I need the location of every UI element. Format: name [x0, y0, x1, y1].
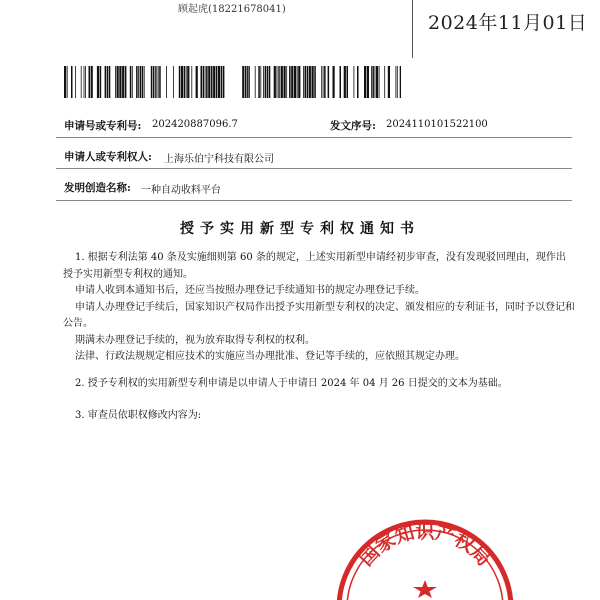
barcode-bar	[211, 66, 213, 98]
barcode-bar	[281, 66, 283, 98]
applicant-label: 申请人或专利权人:	[64, 151, 152, 163]
barcode-bar	[122, 66, 124, 98]
barcode-bar	[140, 66, 142, 98]
application-number-label: 申请号或专利号:	[64, 120, 142, 132]
doc-serial-value: 2024110101522100	[386, 119, 488, 130]
barcode-bar	[328, 66, 330, 98]
barcode-bar	[191, 66, 192, 98]
barcode-bar	[173, 66, 174, 98]
barcode-bar	[289, 66, 291, 98]
barcode-bar	[201, 66, 203, 98]
barcode-bar	[206, 66, 208, 98]
barcode-bar	[357, 66, 359, 98]
barcode-bar	[379, 66, 380, 98]
barcode-left	[64, 66, 226, 98]
barcode-bar	[109, 66, 111, 98]
barcode-bar	[184, 66, 186, 98]
barcode-bar	[218, 66, 220, 98]
barcode-bar	[91, 66, 93, 98]
paragraph-1a: 申请人收到本通知书后，还应当按照办理登记手续通知书的规定办理登记手续。	[75, 285, 425, 296]
barcode-bar	[216, 66, 218, 98]
barcode-bar	[372, 66, 374, 98]
barcode-bar	[221, 66, 223, 98]
barcode-bar	[119, 66, 121, 98]
paragraph-1d: 法律、行政法规规定相应技术的实施应当办理批准、登记等手续的，应依照其规定办理。	[75, 351, 465, 362]
paragraph-3: 3. 审查员依职权修改内容为:	[75, 410, 202, 421]
barcode-bar	[136, 66, 138, 98]
barcode-right	[238, 66, 401, 98]
body-section-1	[63, 250, 575, 366]
barcode-bar	[297, 66, 298, 98]
barcode-bar	[84, 66, 85, 98]
barcode-bar	[156, 66, 157, 98]
paragraph-1: 1. 根据专利法第 40 条及实施细则第 60 条的规定，上述实用新型申请经初步审查，没有发现驳回理由，现作出授予实用新型专利权的通知。	[63, 252, 566, 280]
application-number-value: 202420887096.7	[152, 119, 238, 130]
barcode-bar	[130, 66, 132, 98]
barcode-bar	[321, 66, 322, 98]
barcode-bar	[309, 66, 311, 98]
barcode-bar	[371, 66, 372, 98]
barcode-bar	[265, 66, 267, 98]
barcode-bar	[278, 66, 279, 98]
barcode-bar	[75, 66, 76, 98]
divider-line	[56, 137, 572, 138]
barcode-bar	[303, 66, 304, 98]
barcode-bar	[344, 66, 346, 98]
barcode-bar	[155, 66, 156, 98]
barcode-bar	[263, 66, 264, 98]
barcode-bar	[67, 66, 68, 98]
barcode-bar	[85, 66, 86, 98]
barcode-bar	[187, 66, 189, 98]
barcode-bar	[186, 66, 187, 98]
barcode-bar	[255, 66, 256, 98]
barcode-bar	[107, 66, 109, 98]
barcode-bar	[100, 66, 102, 98]
barcode-bar	[138, 66, 139, 98]
invention-name-label: 发明创造名称:	[64, 182, 131, 194]
barcode-bar	[153, 66, 155, 98]
barcode-bar	[298, 66, 300, 98]
barcode-bar	[249, 66, 250, 98]
barcode-bar	[247, 66, 249, 98]
barcode-bar	[142, 66, 144, 98]
barcode-bar	[347, 66, 349, 98]
barcode-bar	[205, 66, 206, 98]
barcode-bar	[305, 66, 307, 98]
barcode-bar	[333, 66, 335, 98]
paragraph-2: 2. 授予专利权的实用新型专利申请是以申请人于申请日 2024 年 04 月 26 日提交的文本为基础。	[75, 378, 508, 389]
barcode-bar	[307, 66, 309, 98]
barcode-bar	[267, 66, 269, 98]
seal-star-icon	[413, 580, 437, 598]
barcode-bar	[260, 66, 261, 98]
barcode-bar	[179, 66, 181, 98]
barcode-bar	[312, 66, 314, 98]
barcode-bar	[105, 66, 107, 98]
barcode-bar	[291, 66, 293, 98]
barcode-bar	[340, 66, 342, 98]
seal-text: 国家知识产权局	[355, 521, 495, 571]
barcode-bar	[71, 66, 73, 98]
official-seal	[335, 518, 515, 600]
barcode-bar	[364, 66, 366, 98]
barcode-bar	[396, 66, 397, 98]
barcode-bar	[277, 66, 278, 98]
barcode-bar	[208, 66, 210, 98]
barcode-bar	[323, 66, 324, 98]
divider-line	[56, 168, 572, 169]
barcode-bar	[279, 66, 280, 98]
barcode-bar	[397, 66, 398, 98]
barcode-bar	[132, 66, 133, 98]
barcode-bar	[376, 66, 378, 98]
barcode-bar	[89, 66, 91, 98]
barcode-bar	[324, 66, 326, 98]
applicant-value: 上海乐伯宁科技有限公司	[164, 154, 274, 165]
barcode-bar	[314, 66, 316, 98]
barcode-bar	[258, 66, 260, 98]
barcode-bar	[196, 66, 198, 98]
divider-line	[56, 200, 572, 201]
barcode-bar	[117, 66, 119, 98]
barcode-bar	[64, 66, 66, 98]
barcode-bar	[384, 66, 385, 98]
barcode-bar	[158, 66, 159, 98]
barcode-bar	[400, 66, 401, 98]
barcode-bar	[203, 66, 205, 98]
barcode-bar	[269, 66, 271, 98]
issue-date: 2024年11月01日	[428, 12, 588, 34]
barcode-bar	[286, 66, 287, 98]
barcode-bar	[294, 66, 296, 98]
notice-title: 授予实用新型专利权通知书	[180, 221, 420, 237]
barcode-bar	[354, 66, 355, 98]
paragraph-1b: 申请人办理登记手续后，国家知识产权局作出授予实用新型专利权的决定、颁发相应的专利证书，同时予以登记和公告。	[63, 301, 575, 329]
doc-serial-label: 发文序号:	[330, 120, 376, 132]
barcode-bar	[213, 66, 215, 98]
barcode-bar	[375, 66, 376, 98]
barcode-bar	[159, 66, 161, 98]
barcode-bar	[242, 66, 244, 98]
invention-name-value: 一种自动收料平台	[141, 185, 221, 196]
barcode-bar	[125, 66, 127, 98]
barcode-bar	[115, 66, 116, 98]
barcode-bar	[274, 66, 276, 98]
header-divider	[412, 0, 413, 58]
barcode-bar	[245, 66, 247, 98]
contact-info: 顾起虎(18221678041)	[178, 4, 286, 15]
paragraph-1c: 期满未办理登记手续的，视为放弃取得专利权的权利。	[75, 334, 315, 346]
barcode-bar	[166, 66, 167, 98]
barcode-bar	[388, 66, 390, 98]
barcode-bar	[97, 66, 99, 98]
barcode-bar	[284, 66, 286, 98]
barcode-bar	[81, 66, 82, 98]
barcode-bar	[367, 66, 369, 98]
barcode-bar	[181, 66, 183, 98]
barcode-bar	[144, 66, 145, 98]
barcode-bar	[151, 66, 153, 98]
barcode-bar	[223, 66, 225, 98]
